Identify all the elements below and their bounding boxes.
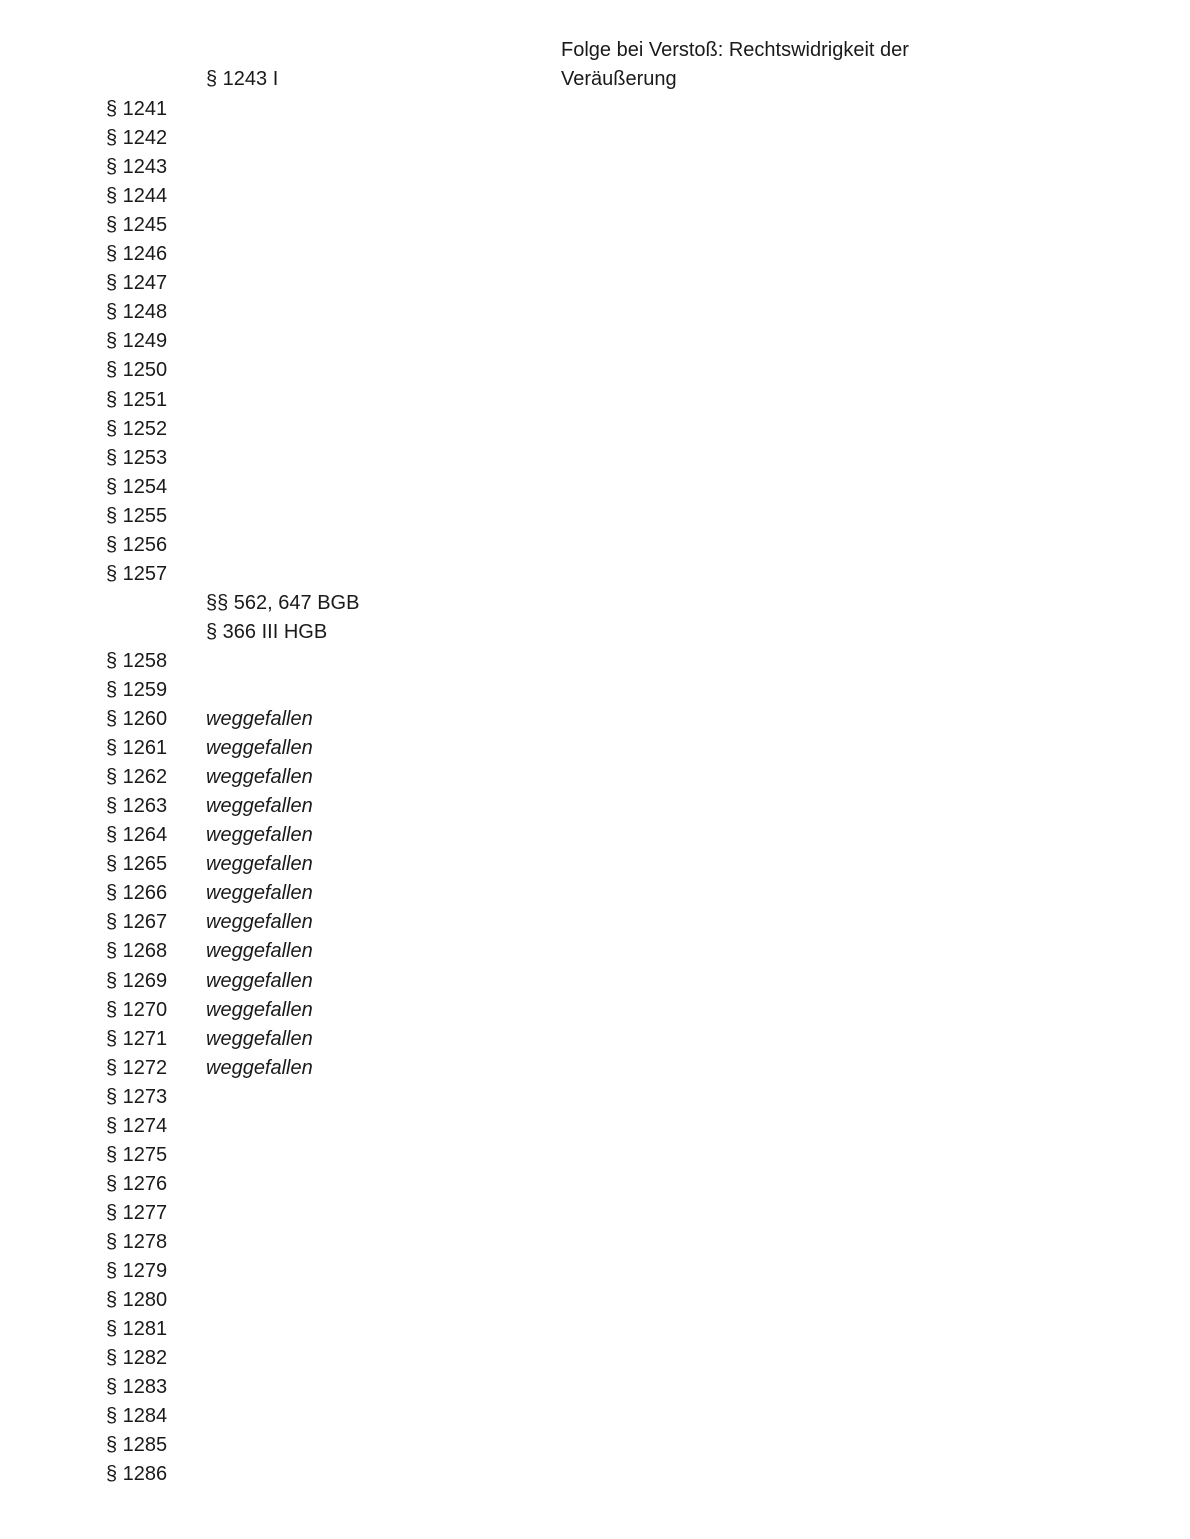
paragraph-number: § 1274 [106,1115,168,1137]
paragraph-number: § 1241 [106,98,168,120]
paragraph-number: § 1263 [106,795,168,817]
paragraph-number: § 1267 [106,911,168,933]
paragraph-number: § 1248 [106,301,168,323]
repealed-note: weggefallen [206,999,313,1021]
paragraph-number: § 1252 [106,418,168,440]
repealed-note: weggefallen [206,766,313,788]
paragraph-number: § 1260 [106,708,168,730]
repealed-note: weggefallen [206,853,313,875]
paragraph-number: § 1251 [106,389,168,411]
header-note: Folge bei Verstoß: Rechtswidrigkeit der Veräußerung [561,39,909,90]
paragraph-number: § 1262 [106,766,168,788]
paragraph-number: § 1268 [106,940,168,962]
paragraph-number: § 1245 [106,214,168,236]
paragraph-number: § 1257 [106,563,168,585]
paragraph-number: § 1283 [106,1376,168,1398]
repealed-note: weggefallen [206,824,313,846]
paragraph-number: § 1285 [106,1434,168,1456]
repealed-note: weggefallen [206,795,313,817]
paragraph-number: § 1284 [106,1405,168,1427]
repealed-note: weggefallen [206,1057,313,1079]
paragraph-number: § 1272 [106,1057,168,1079]
paragraph-number: § 1242 [106,127,168,149]
paragraph-number: § 1259 [106,679,168,701]
repealed-note: weggefallen [206,882,313,904]
paragraph-number: § 1258 [106,650,168,672]
paragraph-number: § 1265 [106,853,168,875]
header-reference: § 1243 I [206,68,279,90]
paragraph-number: § 1249 [106,330,168,352]
paragraph-number: § 1280 [106,1289,168,1311]
paragraph-number: § 1279 [106,1260,168,1282]
paragraph-number: § 1270 [106,999,168,1021]
repealed-note: weggefallen [206,1028,313,1050]
reference-note: §§ 562, 647 BGB [206,592,360,614]
paragraph-number: § 1256 [106,534,168,556]
paragraph-number: § 1275 [106,1144,168,1166]
paragraph-number: § 1266 [106,882,168,904]
paragraph-number: § 1243 [106,156,168,178]
paragraph-number: § 1246 [106,243,168,265]
paragraph-number: § 1250 [106,359,168,381]
paragraph-number: § 1269 [106,970,168,992]
paragraph-number: § 1281 [106,1318,168,1340]
paragraph-number: § 1277 [106,1202,168,1224]
paragraph-number: § 1286 [106,1463,168,1485]
paragraph-number: § 1254 [106,476,168,498]
repealed-note: weggefallen [206,970,313,992]
reference-note: § 366 III HGB [206,621,328,643]
repealed-note: weggefallen [206,940,313,962]
paragraph-number: § 1264 [106,824,168,846]
paragraph-number: § 1273 [106,1086,168,1108]
paragraph-number: § 1253 [106,447,168,469]
paragraph-number: § 1247 [106,272,168,294]
paragraph-number: § 1278 [106,1231,168,1253]
paragraph-number: § 1244 [106,185,168,207]
paragraph-number: § 1282 [106,1347,168,1369]
paragraph-number: § 1255 [106,505,168,527]
repealed-note: weggefallen [206,737,313,759]
repealed-note: weggefallen [206,708,313,730]
paragraph-number: § 1276 [106,1173,168,1195]
paragraph-number: § 1261 [106,737,168,759]
repealed-note: weggefallen [206,911,313,933]
paragraph-number: § 1271 [106,1028,168,1050]
